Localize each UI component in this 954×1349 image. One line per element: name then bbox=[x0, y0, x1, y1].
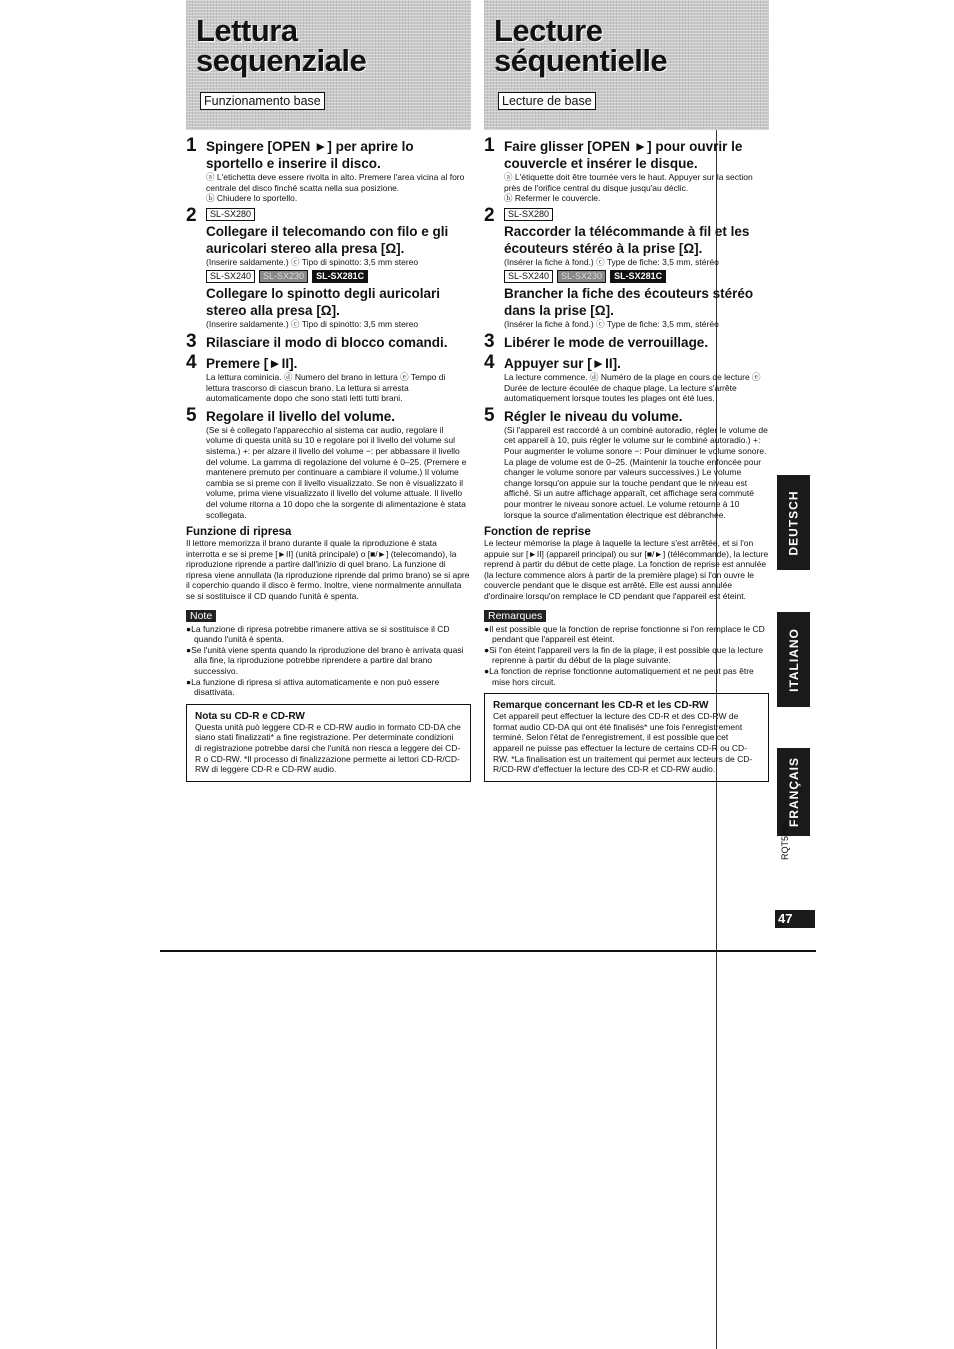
note-badge: Note bbox=[186, 610, 216, 622]
step-1: 1 Spingere [OPEN ►] per aprire lo sportello e inserire il disco. ⓐ L'etichetta deve essere rivolta in alto. Premere l'area vicina al foro centrale del disco finché scatta nella sua posizione. ⓑ Chiudere lo sportello. bbox=[186, 135, 465, 204]
page-title-fr: Lecture séquentielle bbox=[494, 13, 668, 78]
step-4: 4 Premere [►II]. La lettura cominicia. ⓓ Numero del brano in lettura ⓔ Tempo di lettura trascorso di ciascun brano. La lettura si arresta automaticamente dopo che sono stati letti tutti brani. bbox=[186, 351, 446, 404]
step-3: 3 Rilasciare il modo di blocco comandi. bbox=[186, 330, 448, 352]
tab-italiano[interactable]: ITALIANO bbox=[777, 612, 810, 707]
model-code: RQT5790 bbox=[780, 820, 790, 860]
resume-heading: Funzione di ripresa bbox=[186, 526, 292, 539]
remarks-badge: Remarques bbox=[484, 610, 546, 622]
section-tag: Funzionamento base bbox=[200, 92, 325, 110]
cdr-note-box-fr: Remarque concernant les CD-R et les CD-RW Cet appareil peut effectuer la lecture des CD-R et des CD-RW de format audio CD-DA qui ont été finalisés* une fois l'enregistrement terminé. Selon l'état de l'enregistrement, il est possible que cet appareil ne puisse pas effectuer la lecture de certains CD-R ou CD-RW. *La finalisation est un traitement qui permet aux lecteurs de CD-R/CD-RW d'effectuer la lecture des CD-R et CD-RW audio. bbox=[484, 693, 769, 782]
italian-column: Lettura sequenziale Funzionamento base 1 Spingere [OPEN ►] per aprire lo sportello e inserire il disco. ⓐ L'etichetta deve essere rivolta in alto. Premere l'area vicina al foro centrale del disco finché scatta nella sua posizione. ⓑ Chiudere lo sportello. 2 SL-SX280 Collegare il telecomando con filo e gli auricolari stereo alla presa [Ω]. (Inserire saldamente.) ⓒ Tipo di spinotto: 3,5 mm stereo SL-SX240 SL-SX230 SL-SX281C Collegare lo spinotto degli auricolari stereo alla presa [Ω]. (Inserire saldamente.) ⓒ Tipo di spinotto: 3,5 mm stereo 3 Rilasciare il modo di blocco comandi. 4 Premere [►II]. La lettura cominicia. ⓓ Numero del brano in lettura ⓔ Tempo di lettura trascorso di ciascun brano. La lettura si arresta automaticamente dopo che sono stati letti tutti brani. 5 Regolare il livello del volume. (Se si è collegato l'apparecchio al sistema car audio, regolare il volume di questa unità su 10 e regolare poi il livello del volume sul sistema.) +: per alzare il livello del volume −: per abbassare il livello del volume. La gamma di regolazione del volume è 0–25. (Premere e mantenere premuto per continuare a cambiare il volume.) Il volume cambia se si preme con il livello visualizzato. Se non è visualizzato il volume, prima viene visualizzato il livello del volume attuale. Il livello del volume ritorna a 10 dopo che la sorgente di alimentazione è stata scollegata. Funzione di ripresa Il lettore memorizza il brano durante il quale la riproduzione è stata interrotta e se si preme [►II] (unità principale) o [■/►] (telecomando), la riproduzione riprende a partire dall'inizio di quel brano. La funzione di ripresa viene annullata (la riproduzione riprende dal primo brano) se si apre il coperchio quando il disco è fermo. Inoltre, viene normalmente annullata se si sostituisce il CD quando l'unità è spenta. Note ●La funzione di ripresa potrebbe rimanere attiva se si sostituisce il CD quando l'unità è spenta. ●Se l'unità viene spenta quando la riproduzione del brano è arrivata quasi alla fine, la riproduzione potrebbe riprendere a partire dal brano successivo. ●La funzione di ripresa si attiva automaticamente e non può essere disattivata. Nota su CD-R e CD-RW Questa unità può leggere CD-R e CD-RW audio in formato CD-DA che siano stati finalizzati* a fine registrazione. Per determinate condizioni di registrazione potrebbe darsi che l'unità non riesca a leggere dei CD-R o CD-RW. *Il processo di finalizzazione permette ai lettori CD-R/CD-RW di leggere CD-R e CD-RW audio. bbox=[186, 0, 471, 782]
italian-banner bbox=[186, 0, 471, 130]
tab-deutsch[interactable]: DEUTSCH bbox=[777, 475, 810, 570]
page-number: 47 bbox=[775, 910, 815, 928]
step-5-fr: 5 Régler le niveau du volume. (Si l'appareil est raccordé à un combiné autoradio, régler le volume de cet appareil à 10, puis régler le volume sur le combiné autoradio.) +: Pour augmenter le volume sonore −: Pour diminuer le volume sonore. La plage de volume est de 0–25. (Maintenir la touche enfoncée pour changer le volume sonore par valeurs successives.) Le volume change lorsqu'on appuie sur la touche pendant que le niveau est affiché. Si un autre affichage apparaît, cet affichage sera commuté pour montrer le niveau sonore actuel. Le volume retourne à 10 lorsque la source d'alimentation électrique est débranchée. bbox=[484, 404, 768, 520]
step-5: 5 Regolare il livello del volume. (Se si è collegato l'apparecchio al sistema car audio, regolare il volume di questa unità su 10 e regolare poi il livello del volume sul sistema.) +: per alzare il livello del volume −: per abbassare il livello del volume. La gamma di regolazione del volume è 0–25. (Premere e mantenere premuto per continuare a cambiare il volume.) Il volume cambia se si preme con il livello visualizzato. Se non è visualizzato il volume, prima viene visualizzato il livello del volume attuale. Il livello del volume ritorna a 10 dopo che la sorgente di alimentazione è stata scollegata. bbox=[186, 404, 467, 520]
tab-francais[interactable]: FRANÇAIS bbox=[777, 748, 810, 836]
bottom-rule bbox=[160, 950, 816, 952]
resume-heading-fr: Fonction de reprise bbox=[484, 526, 591, 539]
step-2: 2 SL-SX280 Collegare il telecomando con filo e gli auricolari stereo alla presa [Ω]. (Inserire saldamente.) ⓒ Tipo di spinotto: 3,5 mm stereo SL-SX240 SL-SX230 SL-SX281C Collegare lo spinotto degli auricolari stereo alla presa [Ω]. (Inserire saldamente.) ⓒ Tipo di spinotto: 3,5 mm stereo bbox=[186, 204, 449, 330]
step-4-fr: 4 Appuyer sur [►II]. La lecture commence. ⓓ Numéro de la plage en cours de lecture ⓔ Durée de lecture écoulée de chaque plage. La lecture s'arrête automatiquement lorsque toutes les plages ont été lues. bbox=[484, 351, 761, 404]
section-tag-fr: Lecture de base bbox=[498, 92, 596, 110]
french-banner bbox=[484, 0, 769, 130]
step-3-fr: 3 Libérer le mode de verrouillage. bbox=[484, 330, 709, 352]
french-column: Lecture séquentielle Lecture de base 1 Faire glisser [OPEN ►] pour ouvrir le couvercle et insérer le disque. ⓐ L'étiquette doit être tournée vers le haut. Appuyer sur la section près de l'orifice central du disque jusqu'au déclic. ⓑ Refermer le couvercle. 2 SL-SX280 Raccorder la télécommande à fil et les écouteurs stéréo à la prise [Ω]. (Insérer la fiche à fond.) ⓒ Type de fiche: 3,5 mm, stéréo SL-SX240 SL-SX230 SL-SX281C Brancher la fiche des écouteurs stéréo dans la prise [Ω]. (Insérer la fiche à fond.) ⓒ Type de fiche: 3,5 mm, stéréo 3 Libérer le mode de verrouillage. 4 Appuyer sur [►II]. La lecture commence. ⓓ Numéro de la plage en cours de lecture ⓔ Durée de lecture écoulée de chaque plage. La lecture s'arrête automatiquement lorsque toutes les plages ont été lues. 5 Régler le niveau du volume. (Si l'appareil est raccordé à un combiné autoradio, régler le volume de cet appareil à 10, puis régler le volume sur le combiné autoradio.) +: Pour augmenter le volume sonore −: Pour diminuer le volume sonore. La plage de volume est de 0–25. (Maintenir la touche enfoncée pour changer le volume sonore par valeurs successives.) Le volume change lorsqu'on appuie sur la touche pendant que le niveau est affiché. Si un autre affichage apparaît, cet affichage sera commuté pour montrer le niveau sonore actuel. Le volume retourne à 10 lorsque la source d'alimentation électrique est débranchée. Fonction de reprise Le lecteur mémorise la plage à laquelle la lecture s'est arrêtée, et si l'on appuie sur [►II] (appareil principal) ou sur [■/►] (télécommande), la lecture reprend à partir du début de cette plage. La fonction de reprise est annulée (la lecture commence alors à partir de la première plage) si l'on ouvre le couvercle pendant que le disque est arrêté. Elle est aussi annulée d'ordinaire lorsqu'on remplace le CD pendant que l'appareil est éteint. Remarques ●Il est possible que la fonction de reprise fonctionne si l'on remplace le CD pendant que l'appareil est éteint. ●Si l'on éteint l'appareil vers la fin de la plage, il est possible que la lecture reprenne à partir du début de la plage suivante. ●La fonction de reprise fonctionne automatiquement et ne peut pas être mise hors circuit. Remarque concernant les CD-R et les CD-RW Cet appareil peut effectuer la lecture des CD-R et des CD-RW de format audio CD-DA qui ont été finalisés* une fois l'enregistrement terminé. Selon l'état de l'enregistrement, il est possible que cet appareil ne puisse pas effectuer la lecture de certains CD-R ou CD-RW. *La finalisation est un traitement qui permet aux lecteurs de CD-R/CD-RW d'effectuer la lecture des CD-R et CD-RW audio. bbox=[484, 0, 769, 782]
step-2-fr: 2 SL-SX280 Raccorder la télécommande à fil et les écouteurs stéréo à la prise [Ω]. (Insérer la fiche à fond.) ⓒ Type de fiche: 3,5 mm, stéréo SL-SX240 SL-SX230 SL-SX281C Brancher la fiche des écouteurs stéréo dans la prise [Ω]. (Insérer la fiche à fond.) ⓒ Type de fiche: 3,5 mm, stéréo bbox=[484, 204, 754, 330]
cdr-note-box: Nota su CD-R e CD-RW Questa unità può leggere CD-R e CD-RW audio in formato CD-DA che siano stati finalizzati* a fine registrazione. Per determinate condizioni di registrazione potrebbe darsi che l'unità non riesca a leggere dei CD-R o CD-RW. *Il processo di finalizzazione permette ai lettori CD-R/CD-RW di leggere CD-R e CD-RW audio. bbox=[186, 704, 471, 782]
page-title: Lettura sequenziale bbox=[196, 13, 367, 78]
step-1-fr: 1 Faire glisser [OPEN ►] pour ouvrir le couvercle et insérer le disque. ⓐ L'étiquette doit être tournée vers le haut. Appuyer sur la section près de l'orifice central du disque jusqu'au déclic. ⓑ Refermer le couvercle. bbox=[484, 135, 753, 204]
